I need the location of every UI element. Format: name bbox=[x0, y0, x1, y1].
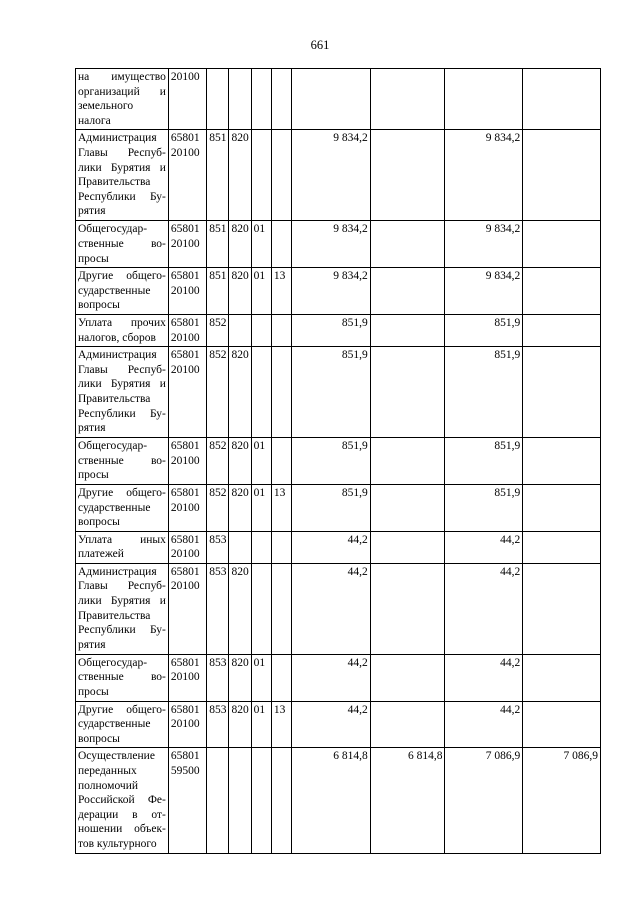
expense-type-cell: 852 bbox=[207, 438, 229, 485]
table-row bbox=[76, 69, 601, 130]
department-cell: 820 bbox=[229, 484, 251, 531]
subsection-cell bbox=[271, 314, 291, 346]
table-row bbox=[76, 748, 601, 853]
amount-cell-3: 44,2 bbox=[445, 531, 523, 563]
table-row bbox=[76, 438, 601, 485]
expense-type-cell: 853 bbox=[207, 701, 229, 748]
row-name-cell: Общегосудар-ственные во-просы bbox=[76, 438, 169, 485]
department-cell: 820 bbox=[229, 347, 251, 438]
subsection-cell: 13 bbox=[271, 484, 291, 531]
amount-cell-4 bbox=[523, 484, 601, 531]
department-cell: 820 bbox=[229, 438, 251, 485]
amount-cell-3: 851,9 bbox=[445, 484, 523, 531]
expense-type-cell: 853 bbox=[207, 531, 229, 563]
amount-cell-4 bbox=[523, 221, 601, 268]
target-code-cell: 65801 20100 bbox=[168, 563, 206, 654]
amount-cell-3: 9 834,2 bbox=[445, 268, 523, 315]
target-code-cell: 65801 20100 bbox=[168, 701, 206, 748]
amount-cell-1: 851,9 bbox=[292, 438, 371, 485]
table-row bbox=[76, 130, 601, 221]
amount-cell-2 bbox=[370, 314, 445, 346]
amount-cell-3: 9 834,2 bbox=[445, 130, 523, 221]
amount-cell-1: 9 834,2 bbox=[292, 268, 371, 315]
amount-cell-4 bbox=[523, 563, 601, 654]
amount-cell-2: 6 814,8 bbox=[370, 748, 445, 853]
amount-cell-2 bbox=[370, 701, 445, 748]
budget-table-body bbox=[76, 69, 601, 854]
expense-type-cell: 851 bbox=[207, 268, 229, 315]
amount-cell-4: 7 086,9 bbox=[523, 748, 601, 853]
department-cell bbox=[229, 314, 251, 346]
subsection-cell bbox=[271, 69, 291, 130]
amount-cell-4 bbox=[523, 438, 601, 485]
amount-cell-4 bbox=[523, 347, 601, 438]
target-code-cell: 65801 20100 bbox=[168, 347, 206, 438]
amount-cell-2 bbox=[370, 347, 445, 438]
amount-cell-2 bbox=[370, 69, 445, 130]
amount-cell-3: 851,9 bbox=[445, 438, 523, 485]
amount-cell-3: 44,2 bbox=[445, 563, 523, 654]
amount-cell-2 bbox=[370, 531, 445, 563]
amount-cell-3: 44,2 bbox=[445, 654, 523, 701]
department-cell: 820 bbox=[229, 221, 251, 268]
row-name-cell: Общегосудар-ственные во-просы bbox=[76, 221, 169, 268]
target-code-cell: 65801 59500 bbox=[168, 748, 206, 853]
amount-cell-1 bbox=[292, 69, 371, 130]
amount-cell-4 bbox=[523, 69, 601, 130]
section-cell bbox=[251, 531, 271, 563]
amount-cell-1: 6 814,8 bbox=[292, 748, 371, 853]
amount-cell-1: 9 834,2 bbox=[292, 130, 371, 221]
section-cell bbox=[251, 314, 271, 346]
department-cell bbox=[229, 69, 251, 130]
section-cell: 01 bbox=[251, 221, 271, 268]
department-cell bbox=[229, 748, 251, 853]
table-row bbox=[76, 563, 601, 654]
row-name-cell: Уплата иных платежей bbox=[76, 531, 169, 563]
amount-cell-3 bbox=[445, 69, 523, 130]
amount-cell-2 bbox=[370, 130, 445, 221]
subsection-cell: 13 bbox=[271, 701, 291, 748]
amount-cell-1: 44,2 bbox=[292, 531, 371, 563]
expense-type-cell: 852 bbox=[207, 484, 229, 531]
expense-type-cell: 851 bbox=[207, 221, 229, 268]
section-cell: 01 bbox=[251, 484, 271, 531]
amount-cell-4 bbox=[523, 314, 601, 346]
target-code-cell: 65801 20100 bbox=[168, 531, 206, 563]
table-row bbox=[76, 268, 601, 315]
target-code-cell: 65801 20100 bbox=[168, 221, 206, 268]
target-code-cell: 20100 bbox=[168, 69, 206, 130]
department-cell bbox=[229, 531, 251, 563]
target-code-cell: 65801 20100 bbox=[168, 654, 206, 701]
amount-cell-1: 851,9 bbox=[292, 314, 371, 346]
amount-cell-4 bbox=[523, 531, 601, 563]
amount-cell-2 bbox=[370, 563, 445, 654]
table-row bbox=[76, 221, 601, 268]
amount-cell-3: 851,9 bbox=[445, 314, 523, 346]
table-row bbox=[76, 314, 601, 346]
row-name-cell: Администрация Главы Респуб-лики Бурятия и Правительства Республики Бу-рятия bbox=[76, 563, 169, 654]
target-code-cell: 65801 20100 bbox=[168, 438, 206, 485]
amount-cell-1: 9 834,2 bbox=[292, 221, 371, 268]
department-cell: 820 bbox=[229, 130, 251, 221]
subsection-cell bbox=[271, 347, 291, 438]
amount-cell-1: 44,2 bbox=[292, 654, 371, 701]
amount-cell-3: 44,2 bbox=[445, 701, 523, 748]
table-row bbox=[76, 531, 601, 563]
expense-type-cell bbox=[207, 69, 229, 130]
amount-cell-3: 851,9 bbox=[445, 347, 523, 438]
amount-cell-2 bbox=[370, 654, 445, 701]
amount-cell-1: 851,9 bbox=[292, 484, 371, 531]
expense-type-cell: 852 bbox=[207, 314, 229, 346]
row-name-cell: Осуществление переданных полномочий Российской Фе-дерации в от-ношении объек-тов культурного bbox=[76, 748, 169, 853]
section-cell bbox=[251, 130, 271, 221]
section-cell bbox=[251, 748, 271, 853]
department-cell: 820 bbox=[229, 563, 251, 654]
page-number: 661 bbox=[310, 38, 330, 52]
amount-cell-4 bbox=[523, 654, 601, 701]
table-row bbox=[76, 347, 601, 438]
target-code-cell: 65801 20100 bbox=[168, 484, 206, 531]
amount-cell-3: 7 086,9 bbox=[445, 748, 523, 853]
amount-cell-2 bbox=[370, 221, 445, 268]
expense-type-cell: 852 bbox=[207, 347, 229, 438]
row-name-cell: Другие общего-сударственные вопросы bbox=[76, 484, 169, 531]
department-cell: 820 bbox=[229, 654, 251, 701]
row-name-cell: Другие общего-сударственные вопросы bbox=[76, 268, 169, 315]
expense-type-cell: 853 bbox=[207, 654, 229, 701]
amount-cell-1: 851,9 bbox=[292, 347, 371, 438]
amount-cell-3: 9 834,2 bbox=[445, 221, 523, 268]
amount-cell-4 bbox=[523, 268, 601, 315]
expense-type-cell: 853 bbox=[207, 563, 229, 654]
subsection-cell bbox=[271, 654, 291, 701]
amount-cell-2 bbox=[370, 268, 445, 315]
row-name-cell: Другие общего-сударственные вопросы bbox=[76, 701, 169, 748]
department-cell: 820 bbox=[229, 701, 251, 748]
section-cell: 01 bbox=[251, 654, 271, 701]
expense-type-cell bbox=[207, 748, 229, 853]
amount-cell-2 bbox=[370, 484, 445, 531]
section-cell: 01 bbox=[251, 438, 271, 485]
section-cell: 01 bbox=[251, 268, 271, 315]
department-cell: 820 bbox=[229, 268, 251, 315]
subsection-cell bbox=[271, 531, 291, 563]
amount-cell-1: 44,2 bbox=[292, 563, 371, 654]
subsection-cell bbox=[271, 438, 291, 485]
row-name-cell: Администрация Главы Респуб-лики Бурятия и Правительства Республики Бу-рятия bbox=[76, 130, 169, 221]
subsection-cell bbox=[271, 748, 291, 853]
table-row bbox=[76, 701, 601, 748]
row-name-cell: Общегосудар-ственные во-просы bbox=[76, 654, 169, 701]
amount-cell-2 bbox=[370, 438, 445, 485]
subsection-cell bbox=[271, 563, 291, 654]
section-cell bbox=[251, 563, 271, 654]
expense-type-cell: 851 bbox=[207, 130, 229, 221]
section-cell bbox=[251, 69, 271, 130]
target-code-cell: 65801 20100 bbox=[168, 268, 206, 315]
table-row bbox=[76, 484, 601, 531]
target-code-cell: 65801 20100 bbox=[168, 314, 206, 346]
section-cell bbox=[251, 347, 271, 438]
subsection-cell bbox=[271, 221, 291, 268]
amount-cell-4 bbox=[523, 130, 601, 221]
subsection-cell: 13 bbox=[271, 268, 291, 315]
subsection-cell bbox=[271, 130, 291, 221]
budget-table bbox=[75, 68, 601, 854]
amount-cell-4 bbox=[523, 701, 601, 748]
row-name-cell: Уплата прочих налогов, сборов bbox=[76, 314, 169, 346]
section-cell: 01 bbox=[251, 701, 271, 748]
amount-cell-1: 44,2 bbox=[292, 701, 371, 748]
target-code-cell: 65801 20100 bbox=[168, 130, 206, 221]
row-name-cell: на имущество организаций и земельного налога bbox=[76, 69, 169, 130]
table-row bbox=[76, 654, 601, 701]
row-name-cell: Администрация Главы Респуб-лики Бурятия и Правительства Республики Бу-рятия bbox=[76, 347, 169, 438]
